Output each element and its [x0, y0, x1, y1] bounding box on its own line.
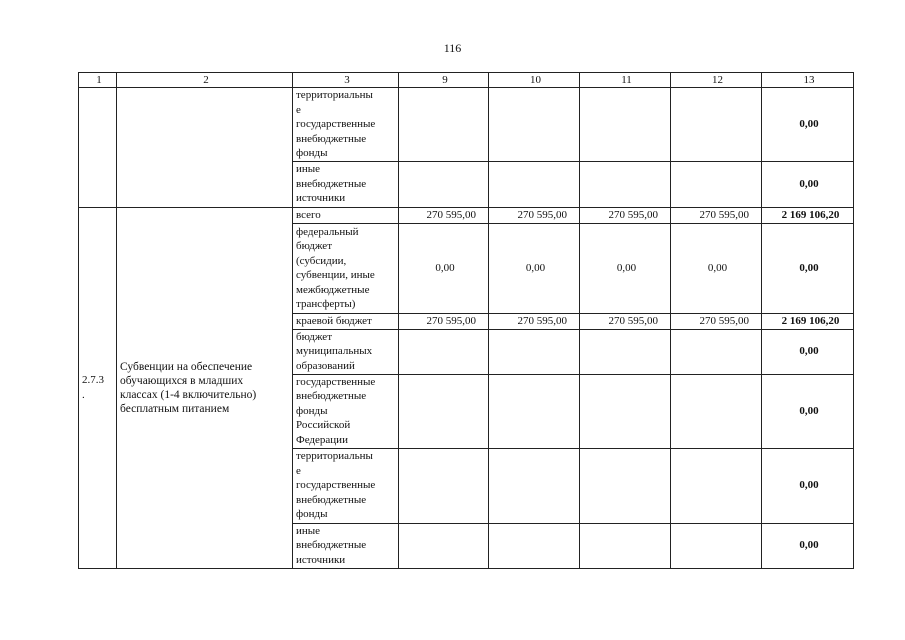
source-line: муниципальных [296, 345, 373, 358]
value-cell: 0,00 [671, 223, 762, 313]
value-cell [580, 88, 671, 162]
value-cell: 270 595,00 [580, 207, 671, 223]
source-line: государственные [296, 118, 376, 130]
source-cell [293, 223, 399, 313]
source-line: источники [296, 192, 346, 205]
index-cell-empty [79, 88, 117, 208]
value-cell [580, 523, 671, 568]
total-cell: 0,00 [762, 523, 854, 568]
value-cell [489, 374, 580, 448]
source-line: е [296, 103, 301, 116]
budget-table [78, 72, 854, 569]
value-cell [399, 448, 489, 523]
source-line: территориальны [296, 450, 373, 463]
value-cell [580, 329, 671, 374]
source-cell [293, 207, 399, 223]
value-cell [489, 88, 580, 162]
table-row [79, 88, 854, 162]
source-line: источники [296, 553, 346, 566]
source-line: внебюджетные [296, 493, 367, 506]
source-line: (субсидии, [296, 254, 347, 267]
value-cell: 270 595,00 [671, 313, 762, 329]
item-name-line: Субвенции на обеспечение [120, 360, 253, 373]
total-cell: 0,00 [762, 374, 854, 448]
source-line: Федерации [296, 433, 348, 446]
value-cell [671, 161, 762, 207]
source-cell [293, 448, 399, 523]
value-cell [399, 329, 489, 374]
value-cell: 270 595,00 [399, 313, 489, 329]
source-line: е [296, 464, 301, 477]
col-header-1: 1 [79, 73, 117, 88]
value-cell [580, 448, 671, 523]
source-cell [293, 523, 399, 568]
value-cell [399, 523, 489, 568]
source-line: иные [296, 524, 321, 537]
value-cell: 0,00 [489, 223, 580, 313]
name-cell-empty [117, 88, 293, 208]
value-cell [489, 329, 580, 374]
page-number: 116 [443, 41, 462, 55]
source-line: внебюджетные [296, 177, 367, 190]
source-line: субвенции, иные [296, 269, 375, 281]
value-cell [489, 448, 580, 523]
source-line: образований [296, 359, 355, 372]
col-header-3: 3 [293, 73, 399, 88]
source-line: фонды [296, 508, 328, 521]
value-cell: 270 595,00 [671, 207, 762, 223]
total-cell: 0,00 [762, 448, 854, 523]
source-line: внебюджетные [296, 539, 367, 552]
item-name-line: классах (1-4 включительно) [120, 388, 257, 401]
source-line: территориальны [296, 89, 373, 101]
value-cell: 270 595,00 [580, 313, 671, 329]
total-cell: 0,00 [762, 223, 854, 313]
col-header-10: 10 [489, 73, 580, 88]
source-line: иные [296, 163, 321, 176]
total-cell: 0,00 [762, 161, 854, 207]
source-line: федеральный [296, 225, 359, 238]
source-cell [293, 88, 399, 162]
source-line: государственные [296, 375, 376, 388]
total-cell: 0,00 [762, 329, 854, 374]
value-cell [399, 161, 489, 207]
value-cell: 270 595,00 [489, 313, 580, 329]
value-cell: 270 595,00 [489, 207, 580, 223]
value-cell: 0,00 [399, 223, 489, 313]
source-line: краевой бюджет [296, 314, 372, 327]
value-cell [671, 523, 762, 568]
item-index-dot: . [82, 388, 85, 401]
source-line: бюджет [296, 240, 332, 252]
value-cell [489, 523, 580, 568]
item-name-line: бесплатным питанием [120, 402, 230, 415]
col-header-13: 13 [762, 73, 854, 88]
source-line: внебюджетные [296, 390, 367, 403]
value-cell [671, 88, 762, 162]
value-cell [399, 88, 489, 162]
source-line: фонды [296, 147, 328, 159]
value-cell [399, 374, 489, 448]
value-cell: 0,00 [580, 223, 671, 313]
source-line: Российской [296, 419, 351, 432]
source-line: бюджет [296, 330, 332, 343]
total-cell: 2 169 106,20 [762, 313, 854, 329]
item-index-number: 2.7.3 [82, 374, 104, 386]
value-cell [671, 448, 762, 523]
source-cell [293, 329, 399, 374]
source-line: трансферты) [296, 298, 356, 310]
item-name [117, 207, 293, 568]
source-cell [293, 313, 399, 329]
source-cell [293, 374, 399, 448]
value-cell [580, 161, 671, 207]
header-row [79, 73, 854, 88]
source-line: фонды [296, 404, 328, 417]
item-index [79, 207, 117, 568]
value-cell: 270 595,00 [399, 207, 489, 223]
source-line: всего [296, 208, 321, 221]
source-cell [293, 161, 399, 207]
value-cell [671, 374, 762, 448]
source-line: государственные [296, 479, 376, 492]
table-row [79, 207, 854, 223]
total-cell: 0,00 [762, 88, 854, 162]
col-header-9: 9 [399, 73, 489, 88]
source-line: межбюджетные [296, 283, 370, 296]
value-cell [580, 374, 671, 448]
value-cell [671, 329, 762, 374]
total-cell: 2 169 106,20 [762, 207, 854, 223]
item-name-line: обучающихся в младших [120, 374, 244, 387]
value-cell [489, 161, 580, 207]
col-header-11: 11 [580, 73, 671, 88]
col-header-2: 2 [117, 73, 293, 88]
source-line: внебюджетные [296, 132, 367, 145]
col-header-12: 12 [671, 73, 762, 88]
